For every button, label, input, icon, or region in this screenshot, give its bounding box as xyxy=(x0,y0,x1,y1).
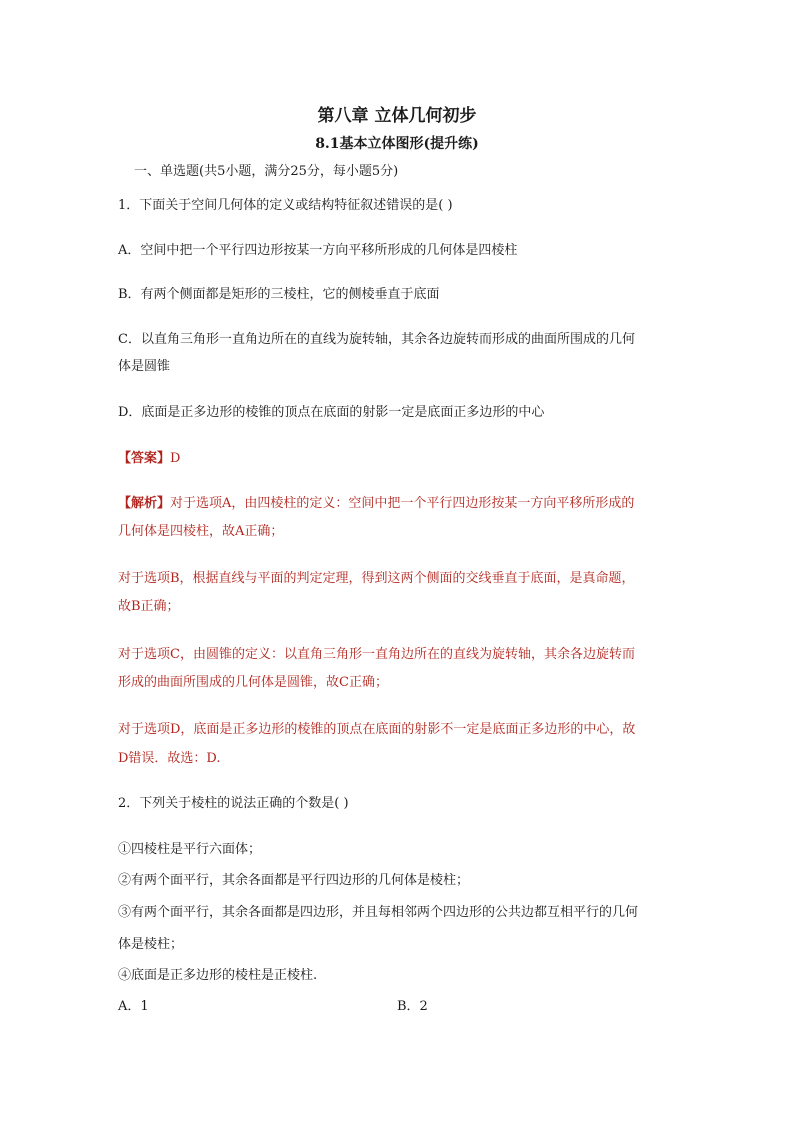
q2-item-3-line1: ③有两个面平行，其余各面都是四边形，并且每相邻两个四边形的公共边都互相平行的几何 xyxy=(118,905,639,920)
section-heading: 一、单选题(共5小题，满分25分，每小题5分) xyxy=(134,164,399,179)
q1-analysis-b-line2: 故B正确； xyxy=(118,599,180,614)
q2-stem: 2．下列关于棱柱的说法正确的个数是( ) xyxy=(118,796,349,811)
q2-item-3-line2: 体是棱柱； xyxy=(118,937,184,952)
answer-label: 【答案】 xyxy=(118,451,171,466)
q1-analysis-a-line1 xyxy=(118,494,634,514)
q1-stem: 1．下面关于空间几何体的定义或结构特征叙述错误的是( ) xyxy=(118,198,453,213)
q1-analysis-d-line1: 对于选项D，底面是正多边形的棱锥的顶点在底面的射影不一定是底面正多边形的中心，故 xyxy=(118,722,636,737)
q1-analysis-c-line1: 对于选项C，由圆锥的定义：以直角三角形一直角边所在的直线为旋转轴，其余各边旋转而 xyxy=(118,647,635,662)
chapter-title: 第八章 立体几何初步 xyxy=(317,106,477,126)
section-title: 8.1基本立体图形(提升练) xyxy=(315,136,479,152)
q2-item-1: ①四棱柱是平行六面体； xyxy=(118,842,262,857)
q2-item-2: ②有两个面平行，其余各面都是平行四边形的几何体是棱柱； xyxy=(118,873,470,888)
analysis-a-text: 对于选项A，由四棱柱的定义：空间中把一个平行四边形按某一方向平移所形成的 xyxy=(170,496,635,511)
q1-analysis-b-line1: 对于选项B，根据直线与平面的判定定理，得到这两个侧面的交线垂直于底面，是真命题， xyxy=(118,571,635,586)
q1-option-c-line1: C．以直角三角形一直角边所在的直线为旋转轴，其余各边旋转而形成的曲面所围成的几何 xyxy=(118,332,635,347)
q1-analysis-a-line2: 几何体是四棱柱，故A正确； xyxy=(118,524,284,539)
q1-option-a: A．空间中把一个平行四边形按某一方向平移所形成的几何体是四棱柱 xyxy=(118,243,518,258)
q2-item-4: ④底面是正多边形的棱柱是正棱柱. xyxy=(118,968,318,983)
answer-value: D xyxy=(170,451,181,466)
q1-answer xyxy=(118,449,180,469)
q1-option-b: B．有两个侧面都是矩形的三棱柱，它的侧棱垂直于底面 xyxy=(118,287,440,302)
q2-option-b: B．2 xyxy=(397,999,428,1014)
q1-analysis-c-line2: 形成的曲面所围成的几何体是圆锥，故C正确； xyxy=(118,675,388,690)
q2-option-a: A．1 xyxy=(118,999,149,1014)
q1-option-d: D．底面是正多边形的棱锥的顶点在底面的射影一定是底面正多边形的中心 xyxy=(118,405,545,420)
analysis-label: 【解析】 xyxy=(118,496,171,511)
q1-analysis-d-line2: D错误．故选：D. xyxy=(118,751,221,766)
q1-option-c-line2: 体是圆锥 xyxy=(118,359,171,374)
